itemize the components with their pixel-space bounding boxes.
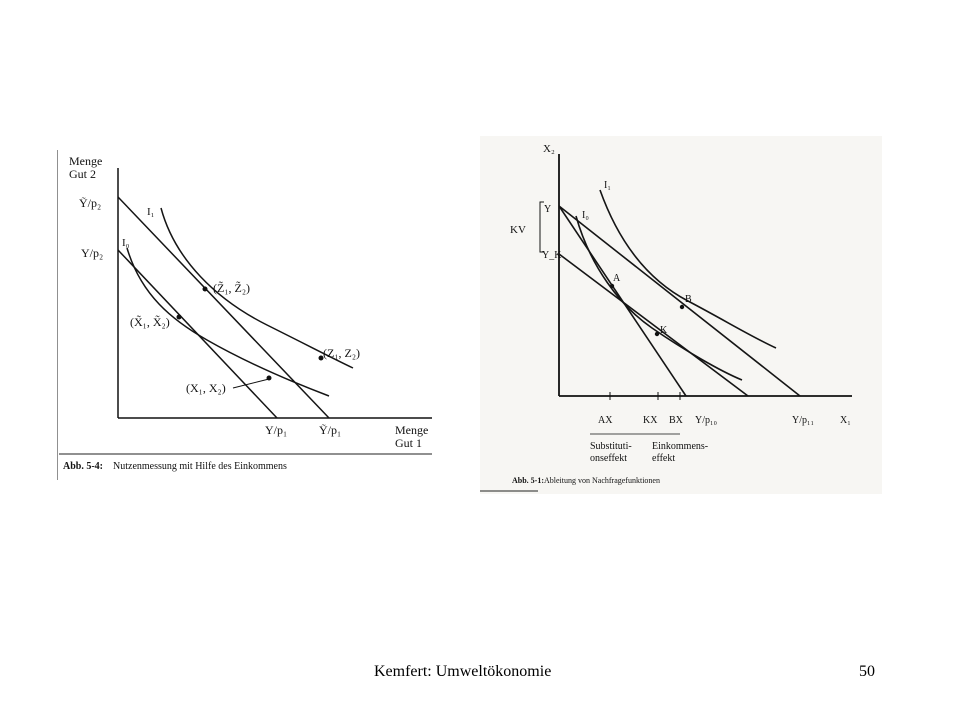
- curve-label-i0: I₀: [122, 237, 130, 249]
- indifference-curve-i1: [161, 208, 353, 368]
- point-x-pointer: [233, 379, 269, 388]
- caption-prefix: Abb. 5-1:: [512, 476, 545, 485]
- point-label-z: (Z₁, Z₂): [323, 346, 361, 360]
- curve-label-i1: I₁: [147, 206, 155, 218]
- budget-line-outer: [559, 206, 800, 396]
- figure-right-scan: [480, 136, 882, 494]
- effect-label-income-line1: Einkommens-: [652, 441, 709, 452]
- point-label-z-tilde: (Z̃₁, Z̃₂): [213, 281, 251, 295]
- x-tick-ax: AX: [598, 415, 613, 426]
- page-number: 50: [859, 663, 875, 680]
- x-axis-label-line2: Gut 1: [395, 436, 422, 450]
- point-x-tilde: [177, 315, 182, 320]
- effect-label-substitution-line1: Substituti-: [590, 441, 632, 452]
- point-k: [655, 332, 659, 336]
- caption-text: Nutzenmessung mit Hilfe des Einkommens: [113, 461, 287, 472]
- y-axis-label-line2: Gut 2: [69, 167, 96, 181]
- point-label-x-tilde: (X̃₁, X̃₂): [130, 315, 170, 329]
- effect-label-substitution-line2: onseffekt: [590, 453, 628, 464]
- curve-label-i0: I₀: [582, 210, 589, 221]
- figure-left-diagram: [57, 150, 438, 480]
- x-axis-label-line1: Menge: [395, 423, 429, 437]
- figure-right-diagram: [480, 136, 882, 494]
- y-label-y: Y: [544, 204, 552, 215]
- point-z-tilde: [203, 287, 208, 292]
- x-tick-bx: BX: [669, 415, 683, 426]
- y-intercept-tilde-label: Ỹ/p₂: [79, 196, 102, 210]
- y-label-yk: Y_K: [542, 250, 562, 261]
- curve-label-i1: I₁: [604, 180, 611, 191]
- y-axis-label: X₂: [543, 143, 555, 155]
- effect-label-income-line2: effekt: [652, 453, 676, 464]
- x-intercept-tilde-label: Ỹ/p₁: [319, 423, 342, 437]
- point-label-a: A: [613, 273, 621, 284]
- x-tick-y-p11: Y/p₁₁: [792, 415, 814, 426]
- x-intercept-label: Y/p₁: [265, 423, 288, 437]
- x-axis-label: X₁: [840, 415, 851, 426]
- x-tick-y-p10: Y/p₁₀: [695, 415, 717, 426]
- y-axis-label-line1: Menge: [69, 154, 103, 168]
- indifference-curve-i1: [600, 190, 776, 348]
- point-label-k: K: [660, 325, 668, 336]
- bracket-label-kv: KV: [510, 224, 526, 236]
- point-label-b: B: [685, 294, 692, 305]
- caption-text: Ableitung von Nachfragefunktionen: [544, 476, 660, 485]
- caption-prefix: Abb. 5-4:: [63, 461, 104, 472]
- footer-text: Kemfert: Umweltökonomie: [374, 663, 552, 680]
- point-label-x: (X₁, X₂): [186, 381, 226, 395]
- point-b: [680, 305, 684, 309]
- point-a: [610, 284, 614, 288]
- figure-left-scan: [57, 150, 438, 480]
- y-intercept-label: Y/p₂: [81, 246, 104, 260]
- x-tick-kx: KX: [643, 415, 658, 426]
